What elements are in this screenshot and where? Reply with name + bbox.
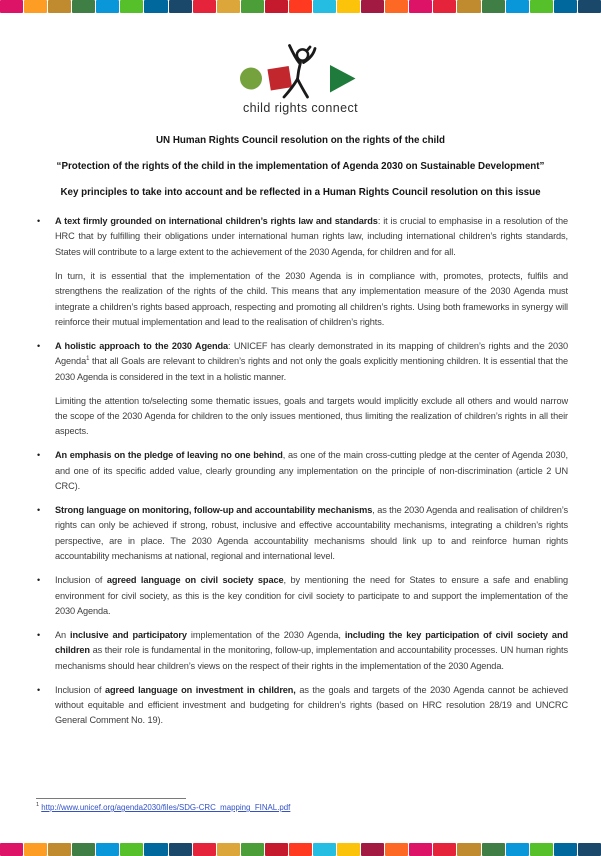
sdg-color-square: [530, 0, 553, 13]
bullet-item: [37, 339, 568, 448]
bullet-marker-icon: •: [37, 450, 41, 461]
bullet-item: [37, 214, 568, 339]
sdg-color-square: [24, 0, 47, 13]
bullet-item: [37, 628, 568, 683]
sdg-color-square: [0, 843, 23, 856]
sdg-color-square: [313, 843, 336, 856]
sdg-color-square: [72, 0, 95, 13]
doc-title: UN Human Rights Council resolution on the rights of the child: [155, 135, 445, 146]
sdg-color-square: [144, 0, 167, 13]
sdg-color-square: [24, 843, 47, 856]
bullet-paragraph: Inclusion of agreed language on civil society space, by mentioning the need for States to ensure a safe and enabling environment for civil society, as this is the key condition for civil society to participate to and support the implementation of the 2030 Agenda.: [55, 575, 568, 616]
sdg-color-square: [361, 0, 384, 13]
footnote: [36, 798, 568, 812]
sdg-color-square: [96, 0, 119, 13]
sdg-color-square: [96, 843, 119, 856]
sdg-color-square: [530, 843, 553, 856]
sdg-color-square: [72, 843, 95, 856]
bullet-paragraph: A holistic approach to the 2030 Agenda: UNICEF has clearly demonstrated in its mapping of children’s rights and the 2030 Agenda$^1$ that all Goals are relevant to children’s rights and not only the goals explicitly mentioning children. It is essential that the 2030 Agenda is considered in the text in a holistic manner.: [55, 340, 568, 382]
bullet-marker-icon: •: [37, 216, 41, 226]
bullet-paragraph: Limiting the attention to/selecting some thematic issues, goals and targets would implicitly exclude all others and would narrow the scope of the 2030 Agenda for children to the only issues mentioned, thus limiting the realization of children’s rights in all their aspects.: [55, 395, 568, 437]
sdg-color-square: [482, 0, 505, 13]
sdg-color-square: [265, 843, 288, 856]
logo-circle-icon: [240, 68, 262, 90]
bullet-item: [37, 573, 568, 628]
bullet-item: [37, 683, 568, 738]
sdg-color-square: [265, 0, 288, 13]
sdg-color-square: [457, 0, 480, 13]
sdg-color-square: [554, 843, 577, 856]
sdg-color-square: [457, 843, 480, 856]
bullet-paragraph: Inclusion of agreed language on investment in children, as the goals and targets of the 2030 Agenda cannot be achieved without equitable and efficient investment and budgeting for children’s rights (based on HRC resolution 28/19 and UNCRC General Comment No. 19).: [55, 684, 568, 726]
sdg-color-square: [578, 843, 601, 856]
sdg-color-square: [289, 0, 312, 13]
sdg-color-square: [120, 843, 143, 856]
logo-square-icon: [267, 66, 292, 91]
doc-subtitle: “Protection of the rights of the child in the implementation of Agenda 2030 on Sustainable Development”: [56, 161, 545, 172]
footnote-marker: 1: [36, 802, 40, 809]
sdg-color-square: [144, 843, 167, 856]
bullet-marker-icon: •: [37, 575, 41, 586]
footnote-link[interactable]: http://www.unicef.org/agenda2030/files/SDG-CRC_mapping_FINAL.pdf: [41, 803, 291, 812]
sdg-color-square: [0, 0, 23, 13]
sdg-color-square: [337, 0, 360, 13]
sdg-color-square: [120, 0, 143, 13]
bullet-paragraph: A text firmly grounded on international children’s rights law and standards: it is crucial to emphasise in a resolution of the HRC that by fulfilling their obligations under international human rights law, including international children’s rights standards, States will contribute to a large extent to the achievement of the 2030 Agenda, for children and for all.: [55, 216, 568, 257]
child-rights-connect-logo: [0, 44, 601, 115]
sdg-color-strip-bottom: [0, 843, 601, 856]
sdg-color-square: [169, 843, 192, 856]
bullet-paragraph: An inclusive and participatory implementation of the 2030 Agenda, including the key participation of civil society and children as their role is fundamental in the monitoring, follow-up, implementation and accountability processes. UN human rights mechanisms should hear children’s views on the respect of their rights in the implementation of the 2030 Agenda.: [55, 629, 568, 671]
bullet-paragraph: In turn, it is essential that the implementation of the 2030 Agenda is in compliance with, promotes, protects, fulfils and strengthens the realization of the rights of the child. This means that any implementation measure of the 2030 Agenda must integrate a children’s rights based approach, respecting and promoting all children’s rights. Using both frameworks in synergy will reinforce their mutual implementation and lead to the realisation of children’s rights.: [55, 270, 568, 327]
sdg-color-square: [337, 843, 360, 856]
bullet-paragraph: Strong language on monitoring, follow-up and accountability mechanisms, as the 2030 Agenda and realisation of children’s rights can only be achieved if strong, robust, inclusive and effective accountability mechanisms, integrating a children’s rights perspective, are in place. The 2030 Agenda accountability mechanisms should link up to and reinforce human rights accountability mechanisms at national, regional and international level.: [55, 505, 568, 562]
bullet-marker-icon: •: [37, 340, 41, 351]
bullet-item: [37, 503, 568, 573]
sdg-color-square: [506, 843, 529, 856]
footnote-divider: [36, 798, 186, 799]
sdg-color-square: [433, 0, 456, 13]
sdg-color-square: [409, 0, 432, 13]
sdg-color-square: [361, 843, 384, 856]
sdg-color-square: [313, 0, 336, 13]
child-rights-connect-logo-icon: [238, 44, 364, 100]
sdg-color-strip-top: [0, 0, 601, 13]
sdg-color-square: [506, 0, 529, 13]
sdg-color-square: [482, 843, 505, 856]
sdg-color-square: [385, 843, 408, 856]
bullet-marker-icon: •: [37, 629, 41, 640]
sdg-color-square: [241, 0, 264, 13]
bullet-marker-icon: •: [37, 684, 41, 695]
sdg-color-square: [169, 0, 192, 13]
sdg-color-square: [385, 0, 408, 13]
bullet-item: [37, 448, 568, 503]
bullet-list: [37, 214, 568, 737]
sdg-color-square: [554, 0, 577, 13]
sdg-color-square: [289, 843, 312, 856]
sdg-color-square: [409, 843, 432, 856]
bullet-paragraph: An emphasis on the pledge of leaving no one behind, as one of the main cross-cutting pledge at the center of Agenda 2030, and one of its specific added value, clearly grounding any implementation on the principle of non-discrimination (article 2 UN CRC).: [55, 450, 568, 492]
sdg-color-square: [578, 0, 601, 13]
bullet-marker-icon: •: [37, 505, 41, 515]
sdg-color-square: [193, 843, 216, 856]
logo-text: child rights connect: [242, 101, 358, 115]
sdg-color-square: [217, 0, 240, 13]
sdg-color-square: [48, 843, 71, 856]
logo-triangle-icon: [330, 65, 356, 93]
sdg-color-square: [48, 0, 71, 13]
sdg-color-square: [217, 843, 240, 856]
sdg-color-square: [433, 843, 456, 856]
doc-key-principles: Key principles to take into account and be reflected in a Human Rights Council resolution on this issue: [60, 187, 541, 198]
sdg-color-square: [241, 843, 264, 856]
sdg-color-square: [193, 0, 216, 13]
